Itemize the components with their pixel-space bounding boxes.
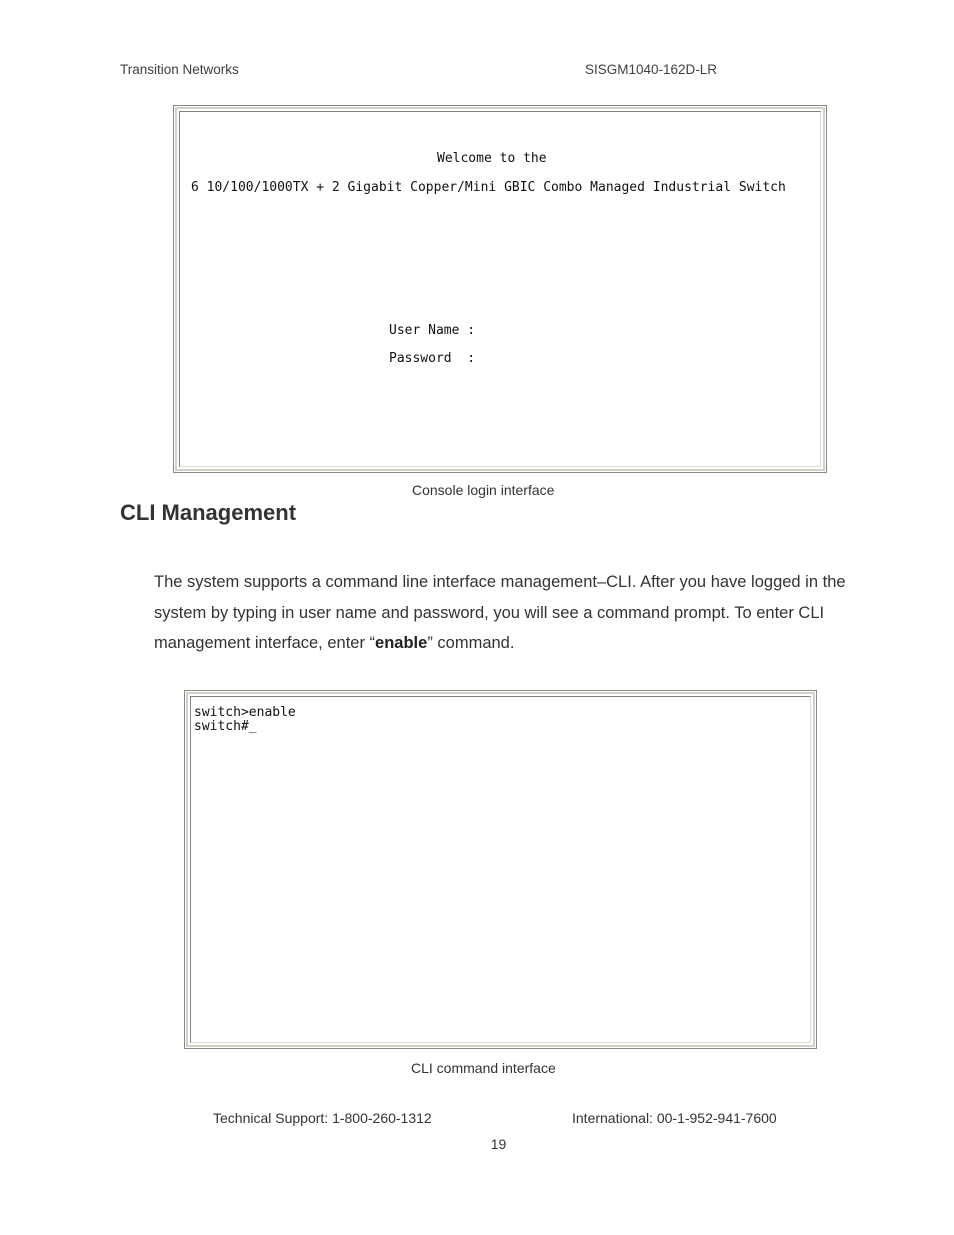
cli-window — [184, 690, 817, 1049]
login-caption: Console login interface — [412, 482, 555, 498]
cli-line-2: switch#_ — [194, 719, 257, 734]
page-number: 19 — [490, 1136, 507, 1152]
paragraph-text-1: The system supports a command line interface management–CLI. After you have logged in the system by typing in user name and password, you will see a command prompt. To enter CLI management interface, enter “ — [154, 573, 846, 652]
header-model: SISGM1040-162D-LR — [585, 62, 718, 77]
cli-caption: CLI command interface — [411, 1060, 556, 1076]
footer-support: Technical Support: 1-800-260-1312 — [213, 1110, 432, 1126]
section-paragraph — [154, 567, 854, 659]
console-login-window — [173, 105, 827, 473]
footer-international: International: 00-1-952-941-7600 — [572, 1110, 777, 1126]
password-prompt[interactable]: Password : — [389, 351, 476, 366]
cli-line-1: switch>enable — [194, 705, 296, 720]
username-prompt[interactable]: User Name : — [389, 323, 476, 338]
header-company: Transition Networks — [120, 62, 239, 77]
paragraph-bold-command: enable — [375, 634, 428, 652]
paragraph-text-2: ” command. — [427, 634, 515, 652]
console-login-screen — [179, 111, 821, 467]
cli-screen[interactable] — [190, 696, 811, 1043]
welcome-text: Welcome to the — [437, 151, 547, 166]
section-title: CLI Management — [120, 500, 297, 525]
product-text: 6 10/100/1000TX + 2 Gigabit Copper/Mini GBIC Combo Managed Industrial Switch — [191, 180, 786, 195]
